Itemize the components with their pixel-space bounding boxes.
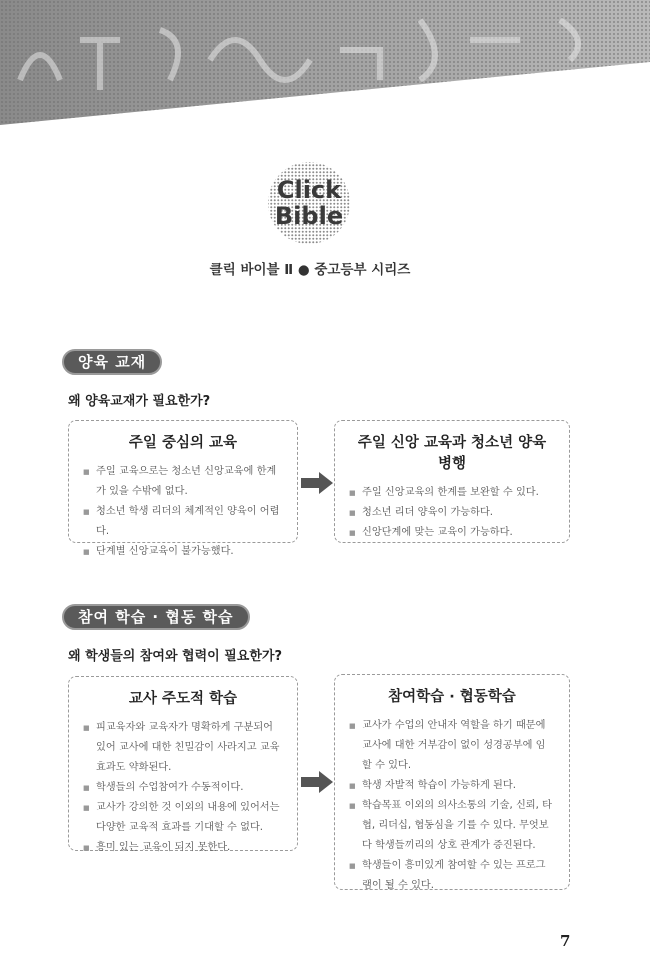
box-title: 주일 중심의 교육 <box>128 435 238 451</box>
arrow-right-icon <box>301 472 333 494</box>
left-box-sunday-education <box>68 420 298 557</box>
list-item: ■ 학생 자발적 학습이 가능하게 된다. <box>349 776 555 796</box>
list-item: ■ 피교육자와 교육자가 명확하게 구분되어 있어 교사에 대한 친밀감이 사라지고 교육 효과도 약화된다. <box>83 718 283 778</box>
right-box-cooperative-learning <box>334 674 570 890</box>
list-item: ■ 주일 교육으로는 청소년 신앙교육에 한계가 있을 수밖에 없다. <box>83 462 283 502</box>
list-item: ■ 청소년 리더 양육이 가능하다. <box>349 503 555 523</box>
list-item: ■ 학생들이 흥미있게 참여할 수 있는 프로그램이 될 수 있다. <box>349 856 555 896</box>
click-bible-logo <box>266 160 352 246</box>
list-item: ■ 신앙단계에 맞는 교육이 가능하다. <box>349 523 555 543</box>
box-title: 참여학습 · 협동학습 <box>388 689 516 705</box>
list-item: ■ 학습목표 이외의 의사소통의 기술, 신뢰, 타협, 리더십, 협동심을 기를 수 있다. 무엇보다 학생들끼리의 상호 관계가 증진된다. <box>349 796 555 856</box>
list-item: ■ 흥미 있는 교육이 되지 못한다. <box>83 838 283 858</box>
list-item: ■ 교사가 강의한 것 이외의 내용에 있어서는 다양한 교육적 효과를 기대할 수 없다. <box>83 798 283 838</box>
list-item: ■ 주일 신앙교육의 한계를 보완할 수 있다. <box>349 483 555 503</box>
box-title: 교사 주도적 학습 <box>128 691 238 707</box>
section-question-participation: 왜 학생들의 참여와 협력이 필요한가? <box>68 649 283 664</box>
list-item: ■ 학생들의 수업참여가 수동적이다. <box>83 778 283 798</box>
right-box-parallel-education <box>334 420 570 543</box>
section-label-participation: 참여 학습 · 협동 학습 <box>62 604 250 630</box>
section-question-nurture: 왜 양육교재가 필요한가? <box>68 394 211 409</box>
page-number: 7 <box>560 932 571 950</box>
left-box-teacher-led <box>68 676 298 851</box>
section-label-nurture: 양육 교재 <box>62 349 162 375</box>
list-item: ■ 교사가 수업의 안내자 역할을 하기 때문에 교사에 대한 거부감이 없이 성경공부에 임할 수 있다. <box>349 716 555 776</box>
svg-text:Bible: Bible <box>274 202 344 230</box>
svg-text:Click: Click <box>276 176 342 204</box>
list-item: ■ 청소년 학생 리더의 체계적인 양육이 어렵다. <box>83 502 283 542</box>
list-item: ■ 단계별 신앙교육이 불가능했다. <box>83 542 283 562</box>
box-title: 주일 신앙 교육과 청소년 양육 병행 <box>357 435 547 472</box>
series-title: 클릭 바이블 Ⅱ ● 중고등부 시리즈 <box>209 262 411 278</box>
header-banner <box>0 0 650 125</box>
arrow-right-icon <box>301 771 333 793</box>
